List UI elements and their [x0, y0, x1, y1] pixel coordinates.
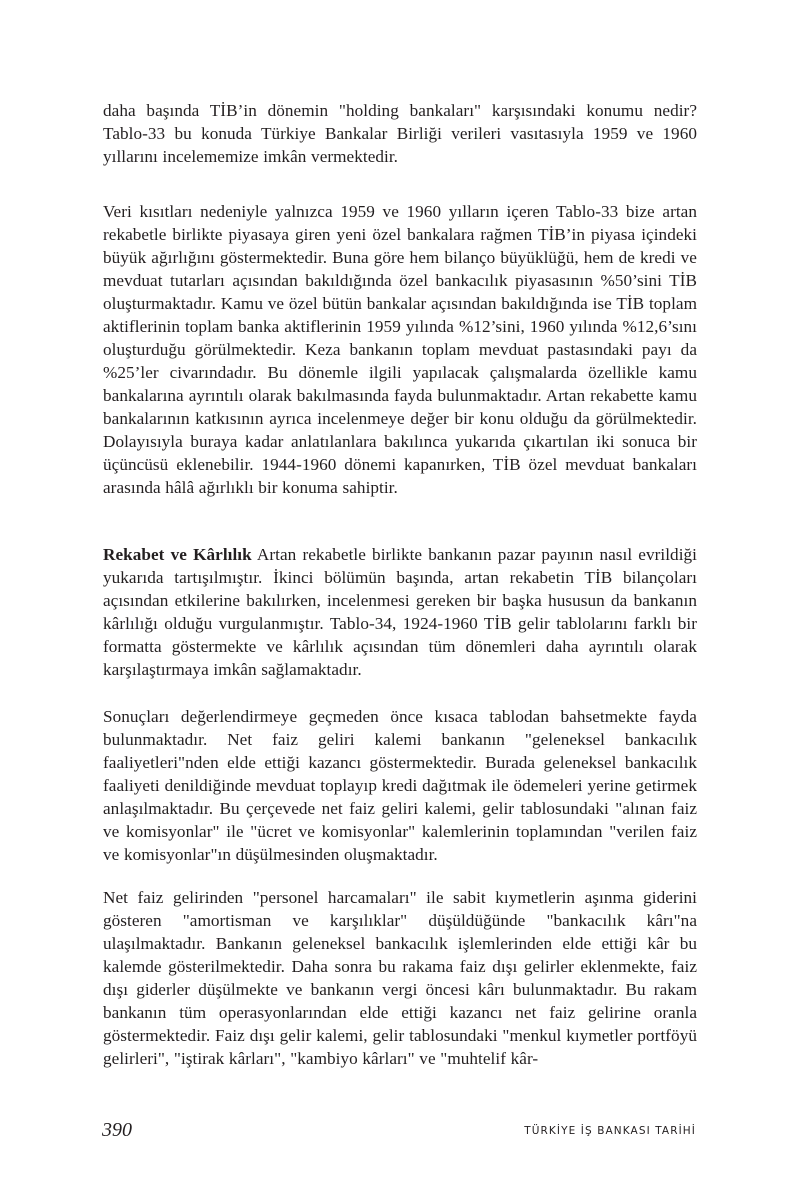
section-run-in-heading: Rekabet ve Kârlılık — [103, 545, 252, 564]
paragraph-text: Veri kısıtları nedeniyle yalnızca 1959 ve 1960 yılların içeren Tablo-33 bize artan rekabetle birlikte piyasaya giren yeni özel bankalara rağmen TİB’in piyasa içindeki büyük ağırlığını göstermektedir. Buna göre hem bilanço büyüklüğü, hem de kredi ve mevduat tutarları açısından bakıldığında özel bankacılık piyasasının %50’sini TİB oluşturmaktadır. Kamu ve özel bütün bankalar açısından bakıldığında ise TİB toplam aktiflerinin toplam banka aktiflerinin 1959 yılında %12’sini, 1960 yılında %12,6’sını oluşturduğu görülmektedir. Keza bankanın toplam mevduat pastasındaki payı da %25’ler civarındadır. Bu dönemle ilgili yapılacak çalışmalarda özellikle kamu bankalarına ayrıntılı olarak bakılmasında fayda bulunmaktadır. Artan rekabette kamu bankalarının katkısının ayrıca incelenmeye değer bir konu olduğu da görülmektedir. Dolayısıyla buraya kadar anlatılanlara bakılınca yukarıda çıkartılan iki sonuca bir üçüncüsü eklenebilir. 1944-1960 dönemi kapanırken, TİB özel mevduat bankaları arasında hâlâ ağırlıklı bir konuma sahiptir. — [103, 202, 697, 497]
paragraph-text: Artan rekabetle birlikte bankanın pazar payının nasıl evrildiği yukarıda tartışılmıştır. İkinci bölümün başında, artan rekabetin TİB bilançoları açısından etkilerine bakılırken, incelenmesi gereken bir başka hususun da bankanın kârlılığı olduğu vurgulanmıştır. Tablo-34, 1924-1960 TİB gelir tablolarını farklı bir formatta göstermekte ve kârlılık açısından tüm dönemleri daha ayrıntılı olarak karşılaştırmaya imkân sağlamaktadır. — [103, 545, 697, 679]
page-number: 390 — [102, 1119, 132, 1141]
paragraph-intro-continuation — [103, 99, 697, 168]
paragraph-market-share — [103, 200, 697, 499]
paragraph-text: Net faiz gelirinden "personel harcamaları" ile sabit kıymetlerin aşınma giderini gösteren "amortisman ve karşılıklar" düşüldüğünde "bankacılık kârı"na ulaşılmaktadır. Bankanın geleneksel bankacılık işlemlerinden elde ettiği kâr bu kalemde gösterilmektedir. Daha sonra bu rakama faiz dışı gelirler eklenmekte, faiz dışı giderler düşülmekte ve bankanın vergi öncesi kârı bulunmaktadır. Bu rakam bankanın tüm operasyonlarından elde ettiği kazancı net faiz gelirine oranla göstermektedir. Faiz dışı gelir kalemi, gelir tablosundaki "menkul kıymetler portföyü gelirleri", "iştirak kârları", "kambiyo kârları" ve "muhtelif kâr- — [103, 888, 697, 1068]
paragraph-text: daha başında TİB’in dönemin "holding bankaları" karşısındaki konumu nedir? Tablo-33 bu konuda Türkiye Bankalar Birliği verileri vasıtasıyla 1959 ve 1960 yıllarını incelememize imkân vermektedir. — [103, 101, 697, 166]
paragraph-text: Sonuçları değerlendirmeye geçmeden önce kısaca tablodan bahsetmekte fayda bulunmaktadır. Net faiz geliri kalemi bankanın "geleneksel bankacılık faaliyetleri"nden elde ettiği kazancı göstermektedir. Burada geleneksel bankacılık faaliyeti denildiğinde mevduat toplayıp kredi dağıtmak ile ödemeleri yerine getirmek anlaşılmaktadır. Bu çerçevede net faiz geliri kalemi, gelir tablosundaki "alınan faiz ve komisyonlar" ile "ücret ve komisyonlar" kalemlerinin toplamından "verilen faiz ve komisyonlar"ın düşülmesinden oluşmaktadır. — [103, 707, 697, 864]
paragraph-banking-profit — [103, 886, 697, 1070]
paragraph-body — [103, 543, 697, 681]
paragraph-competition-profitability — [103, 543, 697, 681]
running-title: TÜRKİYE İŞ BANKASI TARİHİ — [524, 1125, 696, 1137]
paragraph-net-interest-income — [103, 705, 697, 866]
